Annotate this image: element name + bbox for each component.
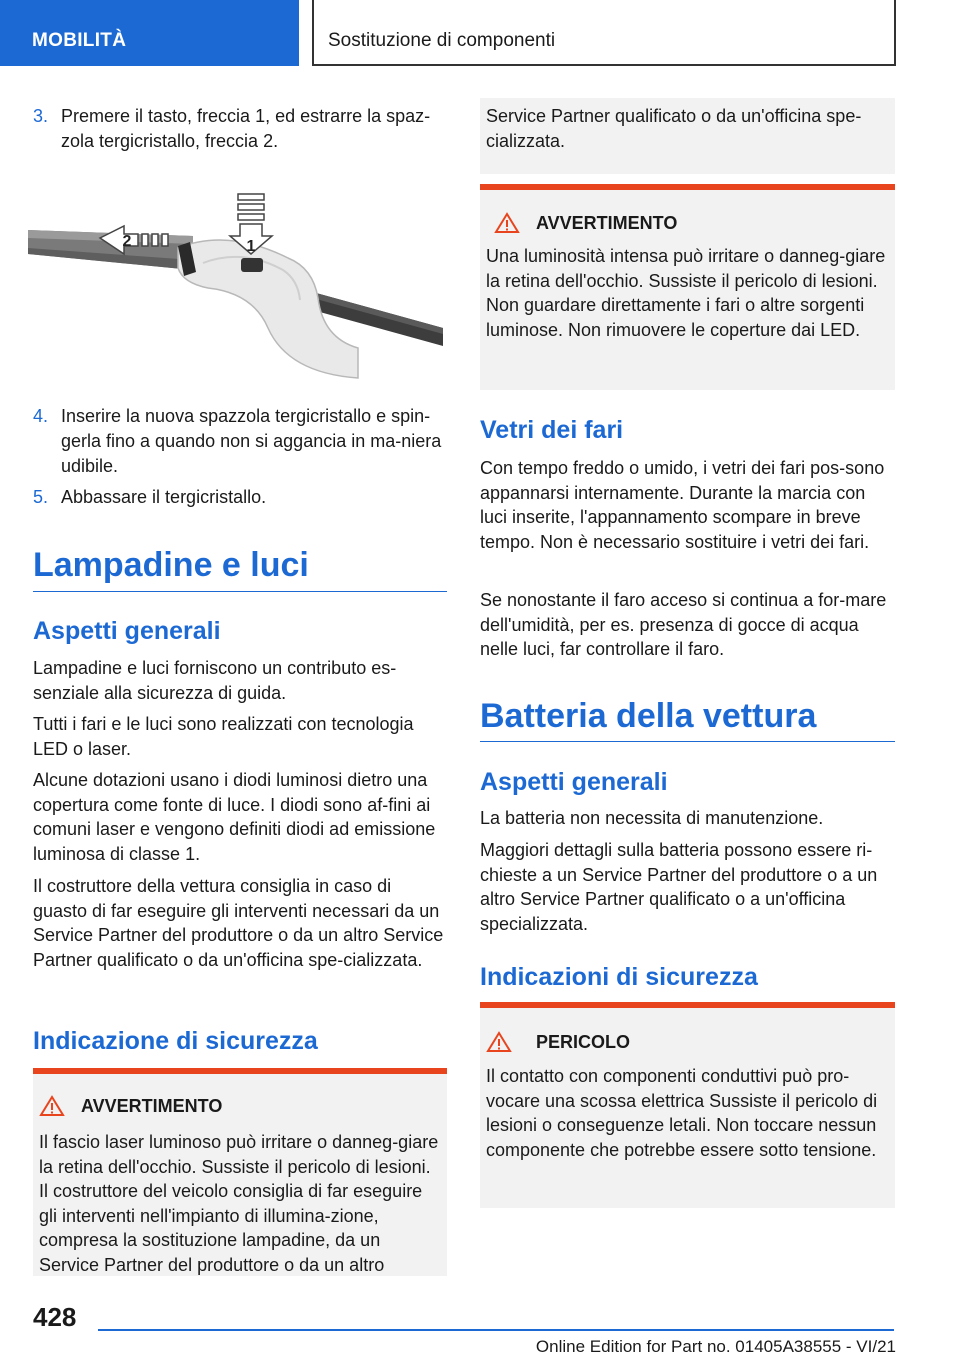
warning-header: [494, 212, 677, 234]
warning-bar: [480, 184, 895, 190]
arrow-label-2: 2: [122, 233, 132, 250]
step-5: [33, 485, 447, 510]
paragraph: Maggiori dettagli sulla batteria possono essere ri-chieste a un Service Partner del produttore o a un altro Service Partner qualificato o a un'officina specializzata.: [480, 840, 878, 934]
step-4: [33, 404, 447, 479]
danger-title: PERICOLO: [536, 1031, 631, 1052]
warning-triangle-icon: [494, 212, 520, 234]
arrow-label-1: 1: [246, 238, 256, 255]
chapter-title: Sostituzione di componenti: [312, 0, 896, 66]
step-text: Abbassare il tergicristallo.: [61, 487, 267, 507]
wiper-blade-illustration: [28, 188, 443, 390]
step-number: 5.: [33, 487, 49, 507]
paragraph: Con tempo freddo o umido, i vetri dei fari pos-sono appannarsi internamente. Durante la marcia con luci inserite, l'appannamento scompare in breve tempo. Non è necessario sostituire i vetri dei fari.: [480, 458, 885, 552]
heading-rule: [33, 591, 447, 592]
heading-aspetti-generali: Aspetti generali: [480, 768, 668, 796]
warning-triangle-icon: [39, 1095, 65, 1117]
danger-header: [486, 1031, 630, 1053]
step-text: Inserire la nuova spazzola tergicristallo e spin-gerla fino a quando non si aggancia in ma-niera udibile.: [61, 406, 442, 476]
section-tab: MOBILITÀ: [0, 0, 299, 66]
edition-text: Online Edition for Part no. 01405A38555 - VI/21: [535, 1337, 896, 1356]
heading-indicazione-sicurezza: Indicazione di sicurezza: [33, 1027, 318, 1055]
danger-bar: [480, 1002, 895, 1008]
step-3: [33, 104, 447, 154]
paragraph: Il costruttore della vettura consiglia in caso di guasto di far eseguire gli interventi necessari da un Service Partner del produttore o da un altro Service Partner qualificato o da un'officina spe-cializzata.: [33, 876, 444, 970]
page-number: 428: [33, 1302, 77, 1332]
wiper-blade-figure: [28, 188, 443, 390]
paragraph: La batteria non necessita di manutenzione.: [480, 808, 824, 828]
danger-box: [480, 1002, 895, 1208]
paragraph: Se nonostante il faro acceso si continua a for-mare dell'umidità, per es. presenza di gocce di acqua nelle luci, far controllare il faro.: [480, 590, 887, 659]
page-header: [0, 0, 960, 66]
heading-rule: [480, 741, 895, 742]
warning-header: [39, 1095, 222, 1117]
paragraph: Lampadine e luci forniscono un contributo es-senziale alla sicurezza di guida.: [33, 658, 397, 703]
warning-triangle-icon: [486, 1031, 512, 1053]
step-number: 4.: [33, 406, 49, 426]
warning-text: Il fascio laser luminoso può irritare o danneg-giare la retina dell'occhio. Sussiste il pericolo di lesioni. Il costruttore del veicolo consiglia di far eseguire gli interventi nell'impianto di illumina-zione, compresa la sostituzione lampadine, da un Service Partner del produttore o da un altro: [39, 1132, 439, 1275]
paragraph: Alcune dotazioni usano i diodi luminosi dietro una copertura come fonte di luce. I diodi sono af-fini ai comuni laser e vengono definiti diodi ad emissione luminosa di classe 1.: [33, 770, 436, 864]
heading-indicazioni-sicurezza: Indicazioni di sicurezza: [480, 963, 758, 991]
danger-text: Il contatto con componenti conduttivi può pro-vocare una scossa elettrica Sussiste il pericolo di lesioni o conseguenze letali. Non toccare nessun componente che potrebbe essere sotto tensione.: [486, 1066, 878, 1160]
paragraph: Tutti i fari e le luci sono realizzati con tecnologia LED o laser.: [33, 714, 414, 759]
continued-box: [480, 98, 895, 174]
warning-text: Una luminosità intensa può irritare o danneg-giare la retina dell'occhio. Sussiste il pericolo di lesioni. Non guardare direttamente i fari o altre sorgenti luminose. Non rimuovere le coperture dai LED.: [486, 246, 886, 340]
step-number: 3.: [33, 106, 49, 126]
warning-box: [33, 1068, 447, 1276]
heading-batteria: Batteria della vettura: [480, 697, 817, 735]
footer-rule: [98, 1329, 894, 1331]
heading-lampadine: Lampadine e luci: [33, 546, 309, 584]
warning-title: AVVERTIMENTO: [81, 1095, 223, 1116]
step-text: Premere il tasto, freccia 1, ed estrarre la spaz-zola tergicristallo, freccia 2.: [61, 106, 431, 151]
continued-text: Service Partner qualificato o da un'officina spe-cializzata.: [486, 106, 862, 151]
warning-title: AVVERTIMENTO: [536, 212, 678, 233]
warning-box: [480, 184, 895, 390]
heading-vetri-fari: Vetri dei fari: [480, 416, 624, 444]
warning-bar: [33, 1068, 447, 1074]
heading-aspetti-generali: Aspetti generali: [33, 617, 221, 645]
